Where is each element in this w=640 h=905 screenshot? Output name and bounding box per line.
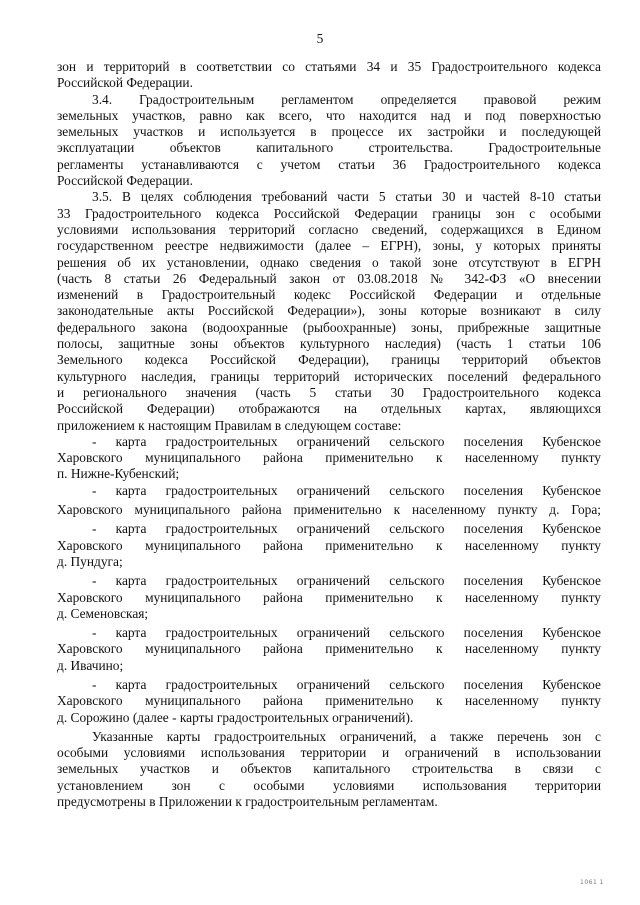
text-line: Харовского муниципального района применительно к населенному пункту bbox=[57, 589, 601, 605]
text-line: Харовского муниципального района применительно к населенному пункту bbox=[57, 693, 601, 709]
text-line: законодательные акты Российской Федерации»), зоны которые возникают в силу bbox=[57, 303, 601, 319]
text-line: - карта градостроительных ограничений сельского поселения Кубенское bbox=[92, 573, 601, 589]
text-line: предусмотрены в Приложении к градостроительным регламентам. bbox=[57, 794, 438, 810]
text-line: земельных участков и используется в процессе их застройки и последующей bbox=[57, 124, 601, 140]
text-line: д. Пундуга; bbox=[57, 553, 123, 569]
text-line: культурного наследия, границы территорий исторических поселений федерального bbox=[57, 368, 601, 384]
text-line: Указанные карты градостроительных ограничений, а также перечень зон с bbox=[92, 728, 601, 744]
text-line: зон и территорий в соответствии со статьями 34 и 35 Градостроительного кодекса bbox=[57, 59, 601, 74]
text-line: федерального закона (водоохранные (рыбоохранные) зоны, прибрежные защитные bbox=[57, 319, 601, 335]
text-line: Харовского муниципального района применительно к населенному пункту д. Гора; bbox=[57, 502, 601, 518]
text-line: Харовского муниципального района применительно к населенному пункту bbox=[57, 641, 601, 657]
text-line: 3.4. Градостроительным регламентом определяется правовой режим bbox=[92, 91, 601, 107]
text-line: д. Сорожино (далее - карты градостроительных ограничений). bbox=[57, 709, 414, 725]
text-line: регламенты устанавливаются с учетом статьи 36 Градостроительного кодекса bbox=[57, 156, 601, 172]
text-line: эксплуатации объектов капитального строительства. Градостроительные bbox=[57, 140, 601, 156]
document-body bbox=[57, 59, 601, 810]
text-line: - карта градостроительных ограничений сельского поселения Кубенское bbox=[92, 482, 601, 498]
text-line: особыми условиями использования территории и ограничений в использовании bbox=[57, 745, 601, 761]
text-line: Российской Федерации. bbox=[57, 75, 193, 91]
text-line: условиями использования территорий согласно сведений, содержащихся в Едином bbox=[57, 221, 601, 237]
text-line: Харовского муниципального района применительно к населенному пункту bbox=[57, 450, 601, 466]
text-line: изменений в Градостроительный кодекс Российской Федерации и отдельные bbox=[57, 287, 601, 303]
text-line: - карта градостроительных ограничений сельского поселения Кубенское bbox=[92, 625, 601, 641]
text-line: земельных участков, равно как всего, что находится над и под поверхностью bbox=[57, 107, 601, 123]
text-line: решения об их установлении, однако сведения о такой зоне отсутствуют в ЕГРН bbox=[57, 254, 601, 270]
text-line: Российской Федерации) отображаются на отдельных картах, являющихся bbox=[57, 401, 601, 417]
text-line: (часть 8 статьи 26 Федеральный закон от 03.08.2018 № 342-ФЗ «О внесении bbox=[57, 270, 601, 286]
text-line: полосы, защитные зоны объектов культурного наследия) (часть 1 статьи 106 bbox=[57, 336, 601, 352]
text-line: установлением зон с особыми условиями использования территории bbox=[57, 777, 601, 793]
text-line: - карта градостроительных ограничений сельского поселения Кубенское bbox=[92, 433, 601, 449]
text-line: государственном реестре недвижимости (далее – ЕГРН), зоны, у которых приняты bbox=[57, 238, 601, 254]
text-line: Российской Федерации. bbox=[57, 173, 193, 189]
text-line: п. Нижне-Кубенский; bbox=[57, 466, 180, 482]
text-line: Харовского муниципального района применительно к населенному пункту bbox=[57, 537, 601, 553]
text-line: д. Ивачино; bbox=[57, 657, 124, 673]
text-line: земельных участков и объектов капитального строительства в связи с bbox=[57, 761, 601, 777]
text-line: д. Семеновская; bbox=[57, 605, 149, 621]
footer-mark: 1061 1 bbox=[580, 878, 604, 886]
text-line: и регионального значения (часть 5 статьи 30 Градостроительного кодекса bbox=[57, 384, 601, 400]
text-line: - карта градостроительных ограничений сельского поселения Кубенское bbox=[92, 521, 601, 537]
text-line: 3.5. В целях соблюдения требований части 5 статьи 30 и частей 8-10 статьи bbox=[92, 189, 601, 205]
page-number: 5 bbox=[316, 31, 324, 46]
text-line: 33 Градостроительного кодекса Российской Федерации границы зон с особыми bbox=[57, 205, 601, 221]
text-line: Земельного кодекса Российской Федерации), границы территорий объектов bbox=[57, 352, 601, 368]
text-line: - карта градостроительных ограничений сельского поселения Кубенское bbox=[92, 676, 601, 692]
text-line: приложением к настоящим Правилам в следующем составе: bbox=[57, 417, 402, 433]
